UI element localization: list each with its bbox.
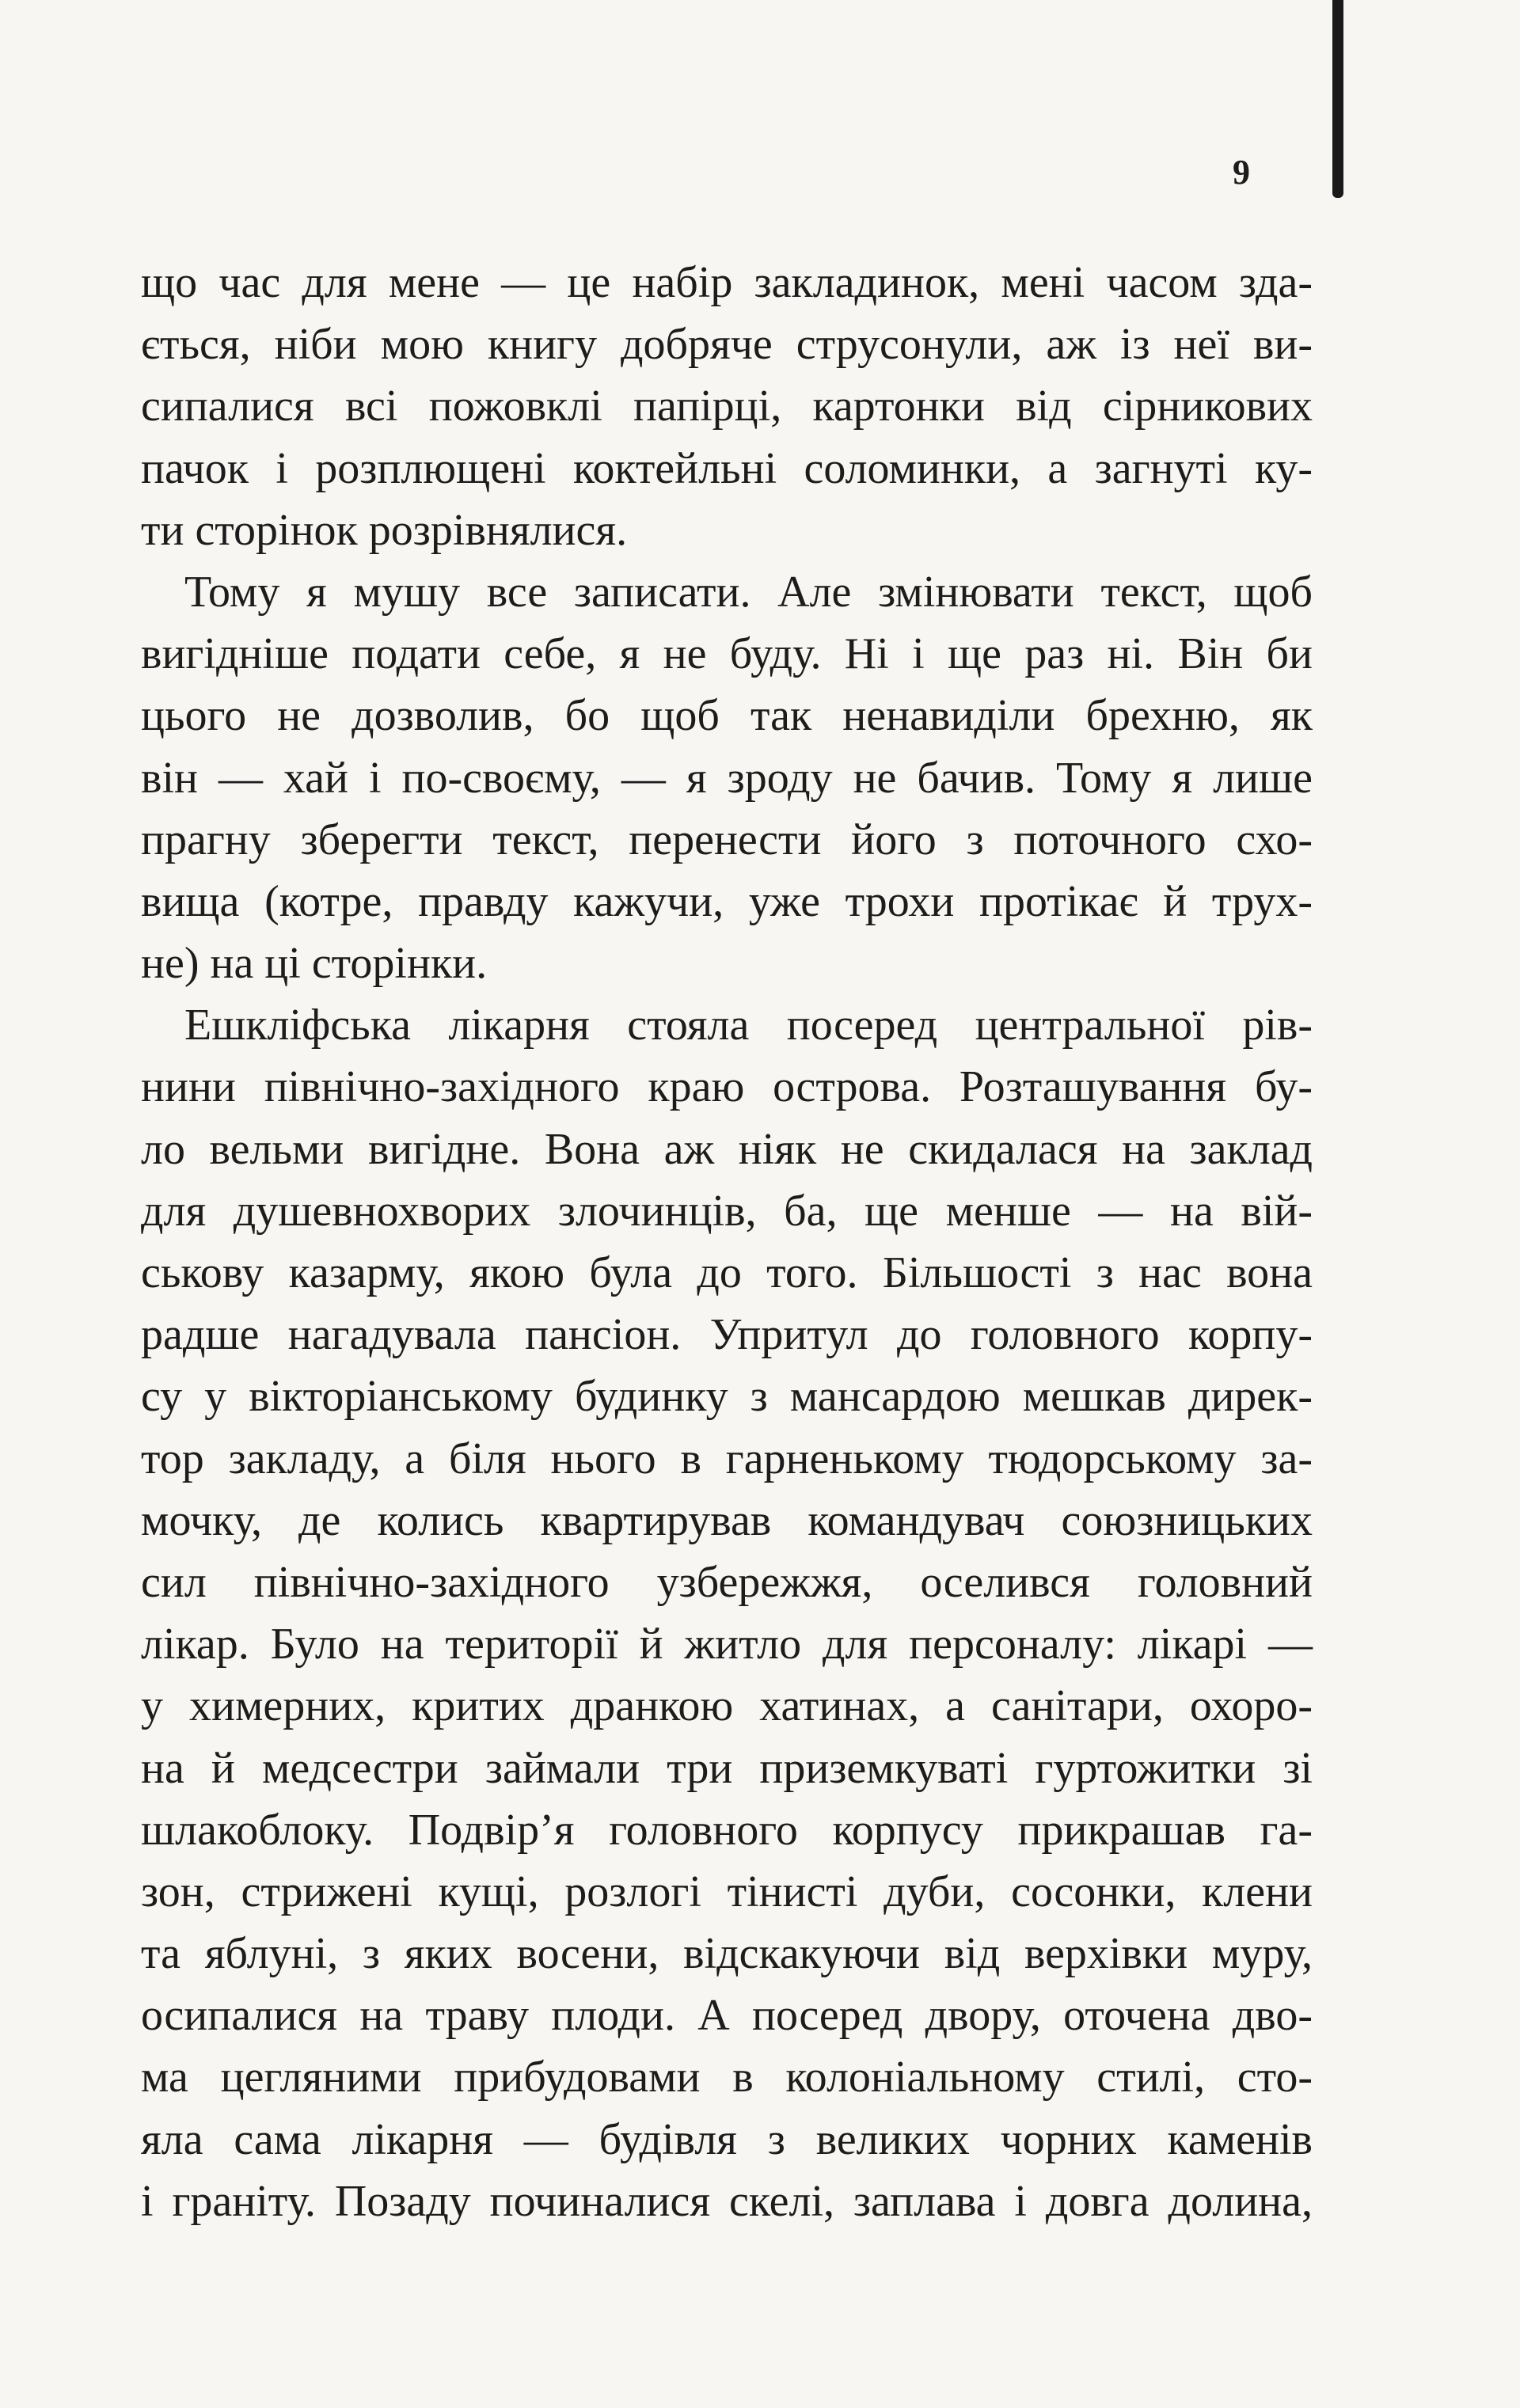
text-line: вища (котре, правду кажучи, уже трохи протікає й трух- <box>141 876 1313 926</box>
page-edge-mark <box>1332 0 1343 198</box>
text-line: Ешкліфська лікарня стояла посеред центральної рів- <box>184 1001 1313 1050</box>
text-line: прагну зберегти текст, перенести його з поточного схо- <box>141 815 1313 864</box>
text-line: ло вельми вигідне. Вона аж ніяк не скидалася на заклад <box>141 1124 1313 1174</box>
text-line: цього не дозволив, бо щоб так ненавиділи брехню, як <box>141 691 1313 741</box>
text-line: пачок і розплющені коктейльні соломинки, а загнуті ку- <box>141 443 1313 493</box>
text-line: ськову казарму, якою була до того. Більшості з нас вона <box>141 1248 1313 1297</box>
text-line: ма цегляними прибудовами в колоніальному стилі, сто- <box>141 2053 1313 2102</box>
text-line: у химерних, критих дранкою хатинах, а санітари, охоро- <box>141 1681 1313 1731</box>
text-line: для душевнохворих злочинців, ба, ще менше — на вій- <box>141 1186 1313 1236</box>
paragraph <box>141 252 1313 561</box>
text-line: су у вікторіанському будинку з мансардою мешкав дирек- <box>141 1372 1313 1422</box>
text-line: сипалися всі пожовклі папірці, картонки від сірникових <box>141 382 1313 431</box>
page-number: 9 <box>1233 153 1250 192</box>
paragraph <box>141 994 1313 2232</box>
body-text <box>141 252 1313 2232</box>
text-line: лікар. Було на території й житло для персоналу: лікарі — <box>141 1620 1313 1669</box>
text-line: радше нагадувала пансіон. Упритул до головного корпу- <box>141 1310 1313 1360</box>
text-line: ти сторінок розрівнялися. <box>141 505 628 555</box>
text-line: шлакоблоку. Подвір’я головного корпусу прикрашав га- <box>141 1805 1313 1855</box>
text-line: яла сама лікарня — будівля з великих чорних каменів <box>141 2114 1313 2164</box>
text-line: що час для мене — це набір закладинок, мені часом зда- <box>141 258 1313 307</box>
text-line: осипалися на траву плоди. А посеред двору, оточена дво- <box>141 1991 1313 2041</box>
text-line: мочку, де колись квартирував командувач союзницьких <box>141 1495 1313 1545</box>
text-line: і граніту. Позаду починалися скелі, заплава і довга долина, <box>141 2176 1313 2226</box>
text-line: Тому я мушу все записати. Але змінювати текст, щоб <box>184 567 1313 617</box>
text-line: сил північно-західного узбережжя, оселився головний <box>141 1557 1313 1607</box>
text-line: тор закладу, а біля нього в гарненькому тюдорському за- <box>141 1434 1313 1483</box>
text-line: зон, стрижені кущі, розлогі тінисті дуби, сосонки, клени <box>141 1867 1313 1916</box>
text-line: та яблуні, з яких восени, відскакуючи від верхівки муру, <box>141 1929 1313 1979</box>
paragraph <box>141 561 1313 994</box>
text-line: він — хай і по-своєму, — я зроду не бачив. Тому я лише <box>141 753 1313 803</box>
text-line: ється, ніби мою книгу добряче струсонули, аж із неї ви- <box>141 320 1313 370</box>
text-line: не) на ці сторінки. <box>141 939 488 989</box>
text-line: вигідніше подати себе, я не буду. Ні і ще раз ні. Він би <box>141 629 1313 679</box>
text-line: нини північно-західного краю острова. Розташування бу- <box>141 1062 1313 1112</box>
text-line: на й медсестри займали три приземкуваті гуртожитки зі <box>141 1743 1313 1793</box>
